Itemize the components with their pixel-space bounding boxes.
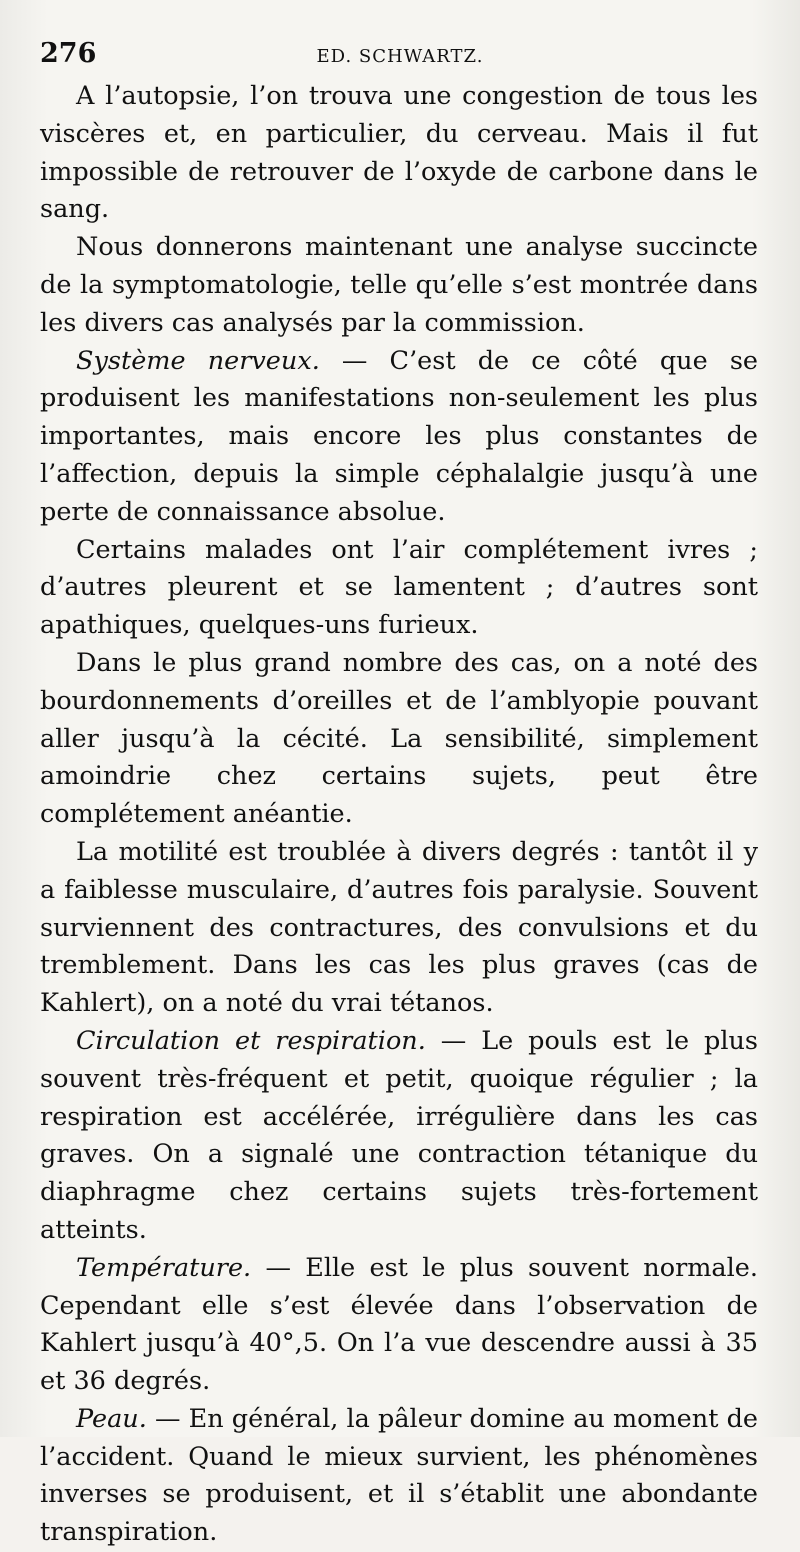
paragraph-temperature: [40, 1250, 758, 1401]
paragraph-text: — Le pouls est le plus souvent très-fréquent et petit, quoique régulier ; la respiration est accélérée, irrégulière dans les cas graves. On a signalé une contraction tétanique du diaphragme chez certains sujets très-fortement atteints.: [40, 1025, 758, 1245]
page-number: 276: [40, 38, 97, 69]
paragraph-text: La motilité est troublée à divers degrés : tantôt il y a faiblesse musculaire, d’autres fois paralysie. Souvent surviennent des contractures, des convulsions et du tremblement. Dans les cas les plus graves (cas de Kahlert), on a noté du vrai tétanos.: [40, 836, 758, 1019]
paragraph-text: Certains malades ont l’air complétement ivres ; d’autres pleurent et se lamentent ; d’autres sont apathiques, quelques-uns furieux.: [40, 534, 758, 641]
running-head: ED. SCHWARTZ.: [316, 46, 484, 67]
paragraph-motility: [40, 834, 758, 1023]
paragraph-nervous-system: [40, 343, 758, 532]
section-heading-skin: Peau.: [76, 1403, 147, 1434]
paragraph-text: — C’est de ce côté que se produisent les manifestations non-seulement les plus importantes, mais encore les plus constantes de l’affection, depuis la simple céphalalgie jusqu’à une perte de connaissance absolue.: [40, 345, 758, 527]
paragraph-patients-behaviour: [40, 532, 758, 645]
paragraph-skin: [40, 1401, 758, 1552]
paragraph-symptomatology-intro: [40, 229, 758, 342]
paragraph-autopsy: [40, 78, 758, 229]
section-heading-circulation: Circulation et respiration.: [76, 1025, 426, 1056]
section-heading-nervous-system: Système nerveux.: [76, 345, 320, 376]
paragraph-text: — Elle est le plus souvent normale. Cependant elle s’est élevée dans l’observation de Kahlert jusqu’à 40°,5. On l’a vue descendre aussi à 35 et 36 degrés.: [40, 1252, 758, 1397]
section-heading-temperature: Température.: [76, 1252, 252, 1283]
paragraph-sensory: [40, 645, 758, 834]
paragraph-text: A l’autopsie, l’on trouva une congestion de tous les viscères et, en particulier, du cerveau. Mais il fut impossible de retrouver de l’oxyde de carbone dans le sang.: [40, 81, 758, 225]
body-text: [40, 78, 758, 1552]
paragraph-text: Nous donnerons maintenant une analyse succincte de la symptomatologie, telle qu’elle s’est montrée dans les divers cas analysés par la commission.: [40, 232, 758, 338]
paragraph-circulation: [40, 1023, 758, 1250]
paragraph-text: — En général, la pâleur domine au moment de l’accident. Quand le mieux survient, les phénomènes inverses se produisent, et il s’établit une abondante transpiration.: [40, 1403, 758, 1548]
paragraph-text: Dans le plus grand nombre des cas, on a noté des bourdonnements d’oreilles et de l’amblyopie pouvant aller jusqu’à la cécité. La sensibilité, simplement amoindrie chez certains sujets, peut être complétement anéantie.: [40, 647, 758, 830]
page-header: [40, 38, 760, 74]
